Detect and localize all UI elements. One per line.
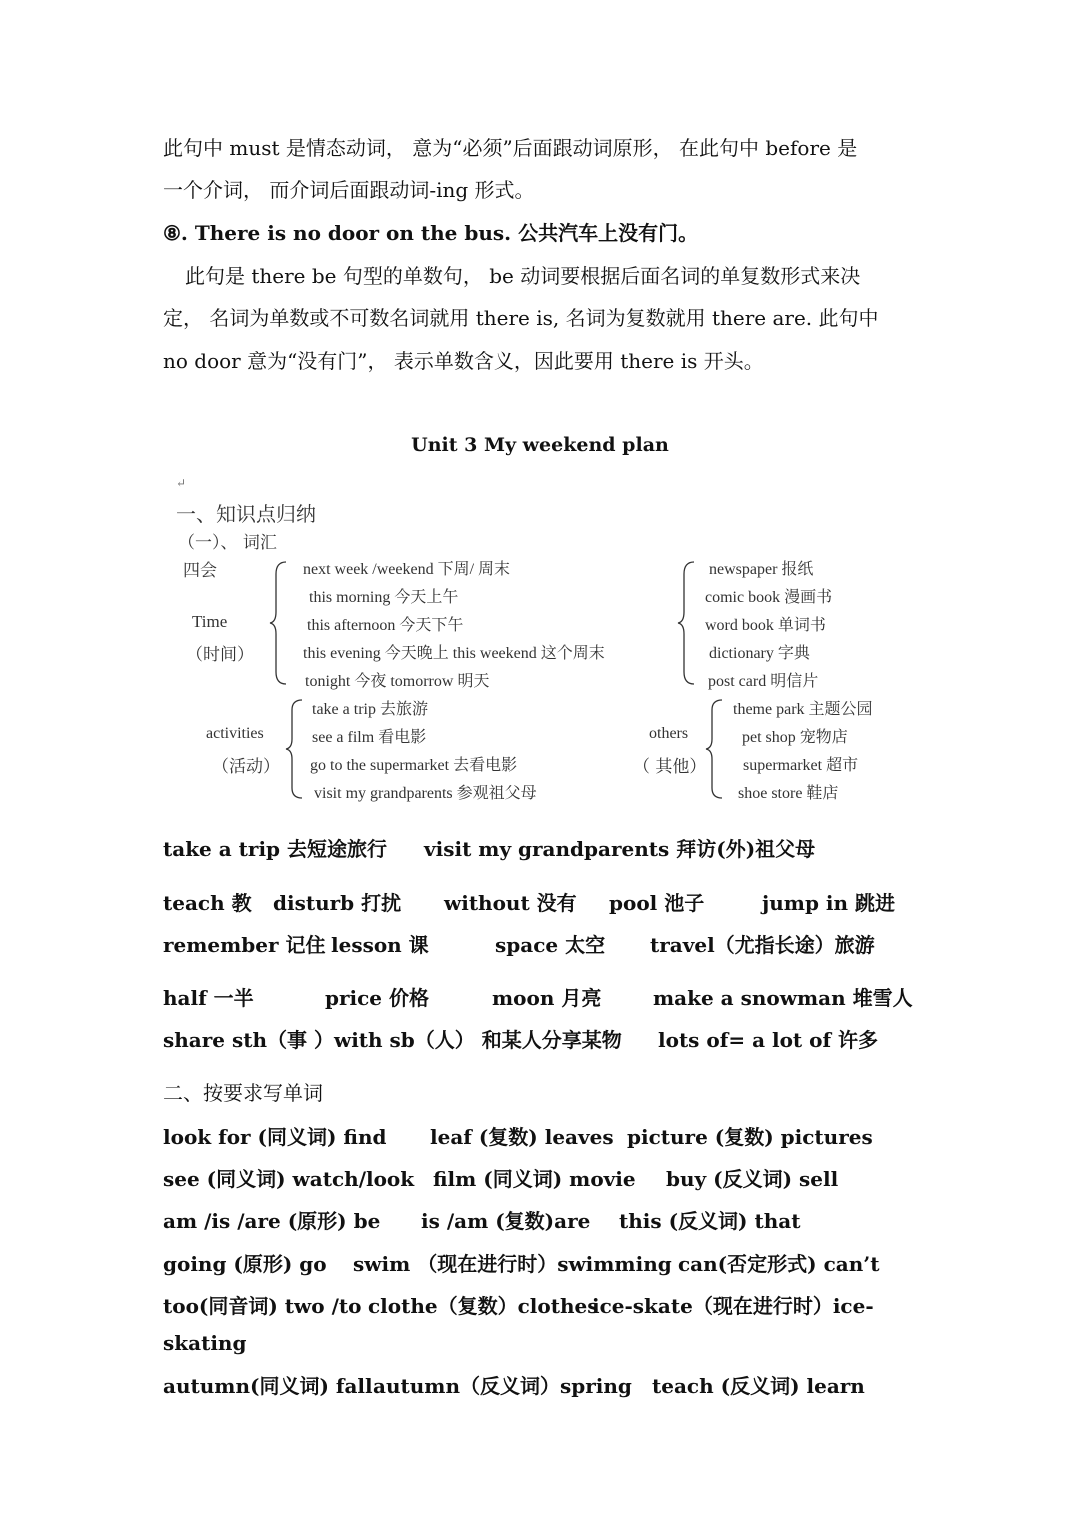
word-item: buy (反义词) sell [666,1167,839,1191]
unit-title: Unit 3 My weekend plan [411,434,669,456]
things-item-3: word book 单词书 [705,617,826,634]
word-item: this (反义词) that [619,1209,801,1233]
time-item-5: tonight 今夜 tomorrow 明天 [305,673,490,690]
activity-item-4: visit my grandparents 参观祖父母 [314,785,537,802]
word-item: autumn(同义词) fall [163,1374,373,1398]
section-2-heading: 二、按要求写单词 [163,1081,323,1105]
others-label-cn: （ 其他） [633,757,707,777]
vocab-item: visit my grandparents 拜访(外)祖父母 [424,837,816,861]
vocab-item: without 没有 [444,891,577,915]
time-label-cn: （时间） [186,645,254,665]
word-item: picture (复数) pictures [627,1125,873,1149]
activity-item-2: see a film 看电影 [312,729,427,746]
others-label: others [649,725,689,742]
word-item: skating [163,1331,247,1355]
word-item: autumn（反义词）spring [373,1374,632,1398]
vocab-item: lots of= a lot of 许多 [658,1028,879,1052]
vocab-item: travel（尤指长途）旅游 [650,933,875,957]
activity-item-1: take a trip 去旅游 [312,701,428,718]
activities-label-cn: （活动） [212,757,280,777]
word-item: teach (反义词) learn [652,1374,865,1398]
vocab-item: pool 池子 [609,891,705,915]
things-item-4: dictionary 字典 [709,645,810,662]
time-brace [268,560,290,686]
vocab-item: jump in 跳进 [762,891,895,915]
others-item-4: shoe store 鞋店 [738,785,839,802]
vocab-item: make a snowman 堆雪人 [653,986,913,1010]
word-item: look for (同义词) find [163,1125,387,1149]
word-item: ice-skate（现在进行时）ice- [592,1294,874,1318]
vocab-item: lesson 课 [331,933,429,957]
word-item: can(否定形式) can’t [678,1252,880,1276]
word-item: too(同音词) two /to [163,1294,362,1318]
time-item-4: this evening 今天晚上 this weekend 这个周末 [303,645,605,662]
word-item: clothe（复数）clothes [368,1294,599,1318]
time-item-3: this afternoon 今天下午 [307,617,464,634]
sentence-8: ⑧. There is no door on the bus. 公共汽车上没有门。 [163,221,699,245]
word-item: swim （现在进行时）swimming [353,1252,672,1276]
explanation-line-2: 定， 名词为单数或不可数名词就用 there is, 名词为复数就用 there are. 此句中 [163,306,879,330]
time-item-1: next week /weekend 下周/ 周末 [303,561,511,578]
vocab-item: share sth（事 ）with sb（人） 和某人分享某物 [163,1028,622,1052]
word-item: is /am (复数)are [421,1209,591,1233]
vocab-item: space 太空 [495,933,606,957]
vocab-item: teach 教 [163,891,252,915]
things-item-1: newspaper 报纸 [709,561,814,578]
word-item: going (原形) go [163,1252,327,1276]
explanation-line-1: 此句是 there be 句型的单数句， be 动词要根据后面名词的单复数形式来决 [185,264,861,288]
section-1-subheading: （一）、 词汇 [178,533,277,553]
word-item: leaf (复数) leaves [430,1125,614,1149]
others-item-2: pet shop 宠物店 [742,729,848,746]
word-item: film (同义词) movie [433,1167,636,1191]
time-label: Time [192,612,228,631]
vocab-item: moon 月亮 [492,986,602,1010]
time-item-2: this morning 今天上午 [309,589,459,606]
activities-brace [284,698,306,800]
vocab-item: remember 记住 [163,933,326,957]
vocab-item: price 价格 [325,986,429,1010]
section-1-heading: 一、知识点归纳 [176,502,316,526]
word-item: see (同义词) watch/look [163,1167,415,1191]
return-mark-icon: ↵ [176,476,187,490]
vocab-item: half 一半 [163,986,254,1010]
things-item-2: comic book 漫画书 [705,589,833,606]
intro-line-1: 此句中 must 是情态动词， 意为“必须”后面跟动词原形， 在此句中 before 是 [163,136,858,160]
others-brace [704,698,726,800]
things-item-5: post card 明信片 [708,673,819,690]
intro-line-2: 一个介词， 而介词后面跟动词-ing 形式。 [163,178,535,202]
vocab-item: take a trip 去短途旅行 [163,837,387,861]
others-item-3: supermarket 超市 [743,757,859,774]
activities-label: activities [206,725,264,742]
things-brace [676,560,698,686]
others-item-1: theme park 主题公园 [733,701,873,718]
vocab-item: disturb 打扰 [273,891,402,915]
activity-item-3: go to the supermarket 去看电影 [310,757,518,774]
explanation-line-3: no door 意为“没有门”， 表示单数含义，因此要用 there is 开头。 [163,349,764,373]
four-skills-label: 四会 [183,561,217,581]
word-item: am /is /are (原形) be [163,1209,381,1233]
